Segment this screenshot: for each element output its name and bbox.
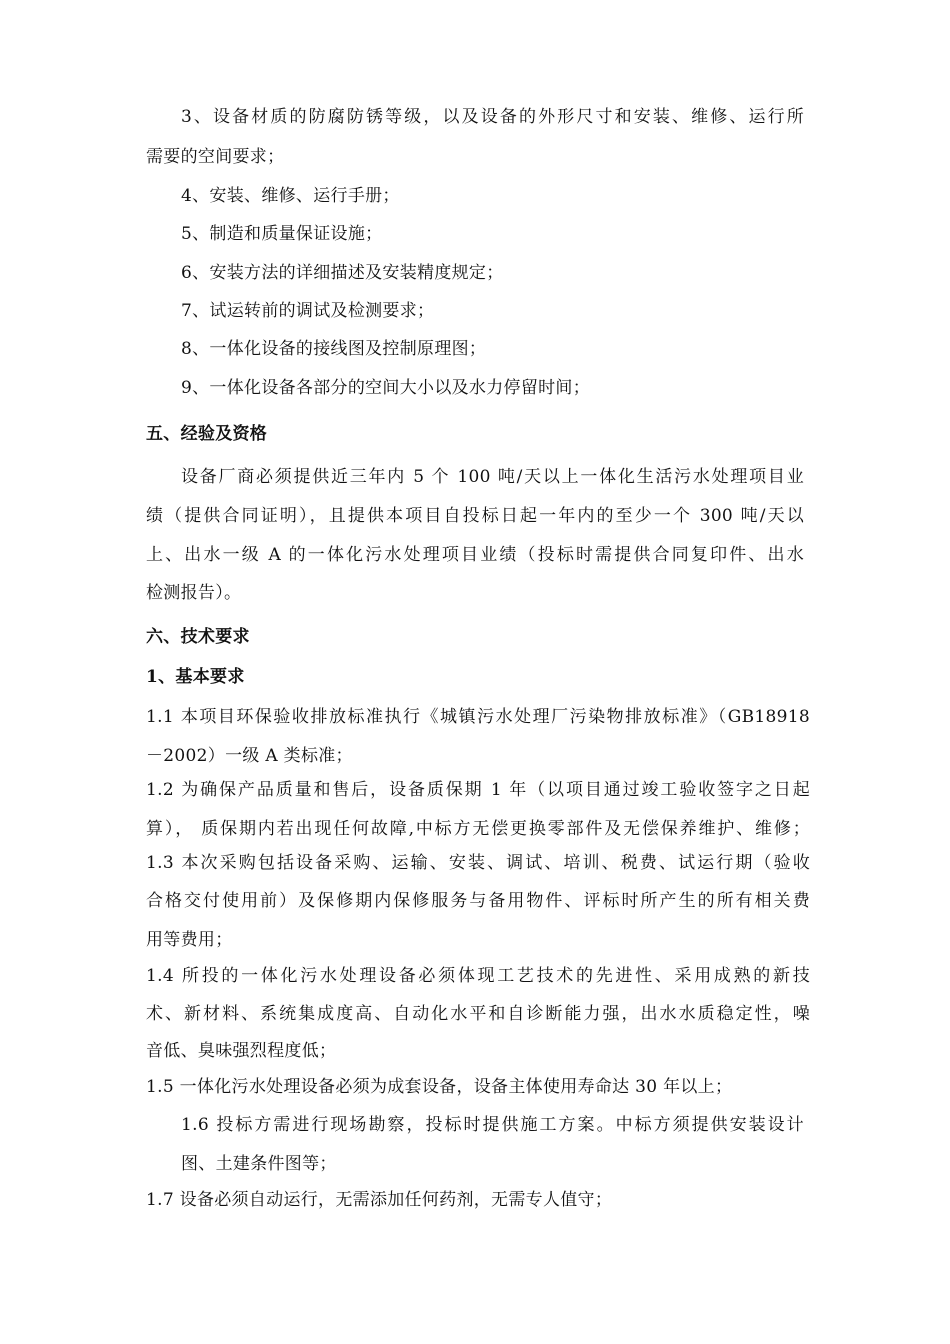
section-5-paragraph-line-3: 上、出水一级 A 的一体化污水处理项目业绩（投标时需提供合同复印件、出水 bbox=[146, 545, 804, 565]
section-5-paragraph-line-2: 绩（提供合同证明），且提供本项目自投标日起一年内的至少一个 300 吨/天以 bbox=[146, 506, 804, 526]
section-5-heading: 五、经验及资格 bbox=[146, 424, 268, 444]
item-1-1-line-1: 1.1 本项目环保验收排放标准执行《城镇污水处理厂污染物排放标准》（GB18918 bbox=[146, 707, 810, 727]
list-item-7: 7、试运转前的调试及检测要求； bbox=[181, 301, 435, 321]
item-1-2-line-2: 算）， 质保期内若出现任何故障,中标方无偿更换零部件及无偿保养维护、维修； bbox=[146, 819, 810, 839]
section-6-heading: 六、技术要求 bbox=[146, 627, 250, 647]
list-item-8: 8、一体化设备的接线图及控制原理图； bbox=[181, 339, 487, 359]
list-item-5: 5、制造和质量保证设施； bbox=[181, 224, 383, 244]
list-item-3-line-2: 需要的空间要求； bbox=[146, 147, 285, 167]
list-item-3-line-1: 3、设备材质的防腐防锈等级，以及设备的外形尺寸和安装、维修、运行所 bbox=[181, 107, 804, 127]
section-5-paragraph-line-1: 设备厂商必须提供近三年内 5 个 100 吨/天以上一体化生活污水处理项目业 bbox=[181, 467, 804, 487]
item-1-3-line-1: 1.3 本次采购包括设备采购、运输、安装、调试、培训、税费、试运行期（验收 bbox=[146, 853, 810, 873]
item-1-4-line-2: 术、新材料、系统集成度高、自动化水平和自诊断能力强，出水水质稳定性，噪 bbox=[146, 1004, 810, 1024]
item-1-1-line-2: －2002）一级 A 类标准； bbox=[146, 746, 353, 766]
list-item-9: 9、一体化设备各部分的空间大小以及水力停留时间； bbox=[181, 378, 591, 398]
list-item-4: 4、安装、维修、运行手册； bbox=[181, 186, 400, 206]
item-1-3-line-2: 合格交付使用前）及保修期内保修服务与备用物件、评标时所产生的所有相关费 bbox=[146, 891, 810, 911]
section-6-subheading: 1、基本要求 bbox=[146, 667, 245, 687]
list-item-6: 6、安装方法的详细描述及安装精度规定； bbox=[181, 263, 504, 283]
item-1-6-line-2: 图、土建条件图等； bbox=[181, 1154, 337, 1174]
item-1-3-line-3: 用等费用； bbox=[146, 930, 233, 950]
item-1-6-line-1: 1.6 投标方需进行现场勘察，投标时提供施工方案。中标方须提供安装设计 bbox=[181, 1115, 804, 1135]
item-1-4-line-1: 1.4 所投的一体化污水处理设备必须体现工艺技术的先进性、采用成熟的新技 bbox=[146, 966, 810, 986]
item-1-2-line-1: 1.2 为确保产品质量和售后，设备质保期 1 年（以项目通过竣工验收签字之日起 bbox=[146, 780, 810, 800]
item-1-4-line-3: 音低、臭味强烈程度低； bbox=[146, 1041, 337, 1061]
item-1-7: 1.7 设备必须自动运行，无需添加任何药剂，无需专人值守； bbox=[146, 1190, 613, 1210]
item-1-5: 1.5 一体化污水处理设备必须为成套设备，设备主体使用寿命达 30 年以上； bbox=[146, 1077, 733, 1097]
section-5-paragraph-line-4: 检测报告）。 bbox=[146, 583, 242, 603]
